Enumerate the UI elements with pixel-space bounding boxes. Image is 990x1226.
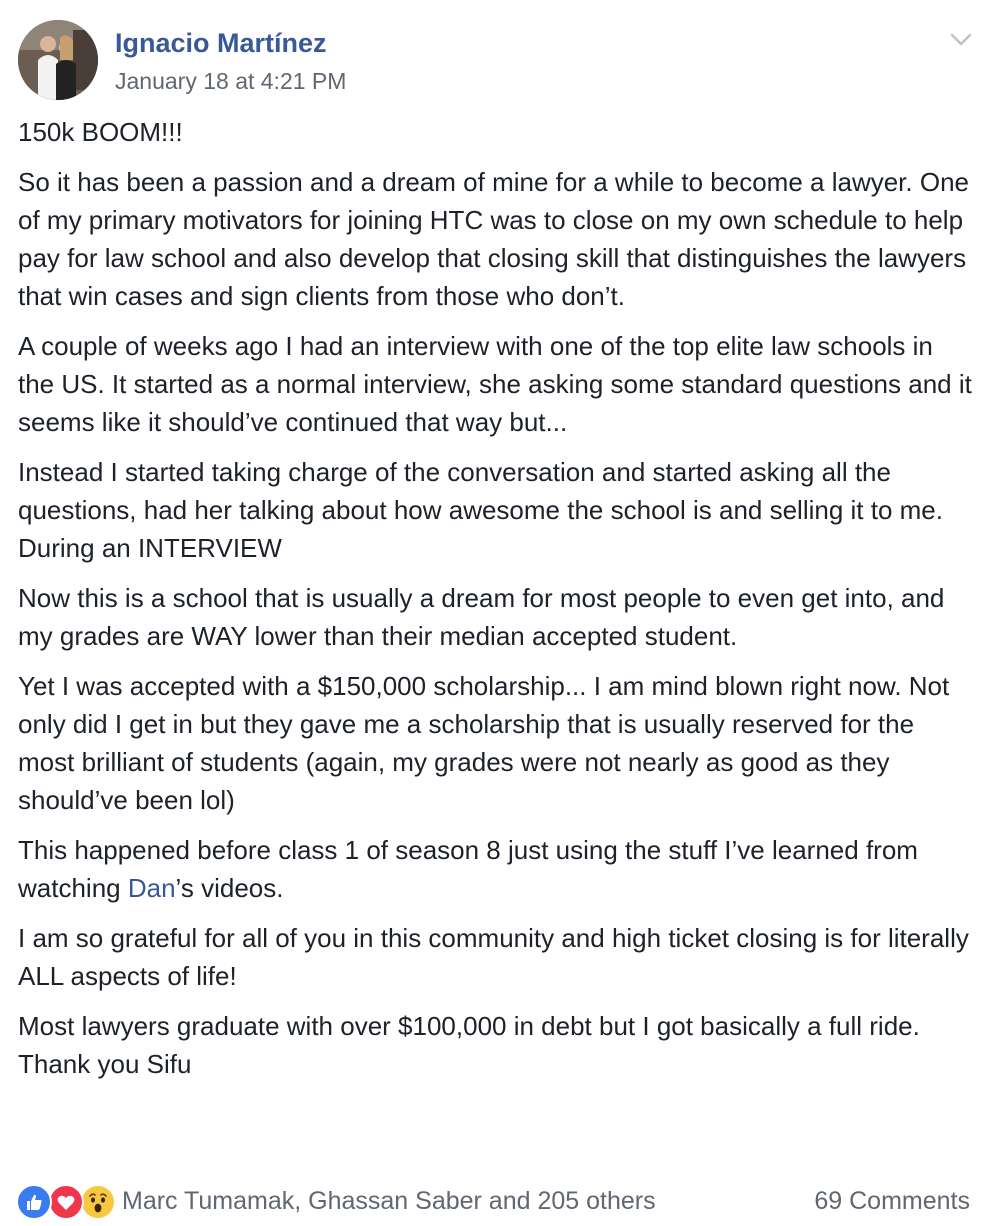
author-name[interactable]: Ignacio Martínez [115, 28, 327, 58]
love-icon [48, 1184, 84, 1220]
post-paragraph-with-mention [18, 831, 974, 907]
post-paragraph: Yet I was accepted with a $150,000 scholarship... I am mind blown right now. Not only did I get in but they gave me a scholarship that is usually reserved for the most brilliant of students (again, my grades were not nearly as good as they should’ve been lol) [18, 671, 950, 815]
post-paragraph: So it has been a passion and a dream of mine for a while to become a lawyer. One of my primary motivators for joining HTC was to close on my own schedule to help pay for law school and also develop that closing skill that distinguishes the lawyers that win cases and sign clients from those who don’t. [18, 167, 969, 311]
mention-link-dan[interactable]: Dan [127, 873, 176, 903]
post-paragraph: Most lawyers graduate with over $100,000 in debt but I got basically a full ride. Thank you Sifu [18, 1011, 920, 1079]
paragraph-text: This happened before class 1 of season 8 just using the stuff I’ve learned from watching [18, 835, 918, 903]
chevron-down-icon[interactable] [948, 26, 974, 52]
comments-count[interactable]: 69 Comments [814, 1187, 970, 1215]
paragraph-text: ’s videos. [175, 873, 284, 903]
reaction-icons[interactable] [16, 1184, 116, 1220]
post-paragraph: A couple of weeks ago I had an interview with one of the top elite law schools in the US. It started as a normal interview, she asking some standard questions and it seems like it should’ve continued that way but... [18, 331, 972, 437]
post-footer [16, 1182, 970, 1222]
reactors-summary[interactable]: Marc Tumamak, Ghassan Saber and 205 others [122, 1187, 656, 1215]
post-paragraph: I am so grateful for all of you in this community and high ticket closing is for literally ALL aspects of life! [18, 923, 969, 991]
wow-icon [80, 1184, 116, 1220]
post-paragraph: Instead I started taking charge of the conversation and started asking all the questions, had her talking about how awesome the school is and selling it to me. During an INTERVIEW [18, 457, 943, 563]
post-paragraph: 150k BOOM!!! [18, 117, 183, 147]
post-paragraph: Now this is a school that is usually a dream for most people to even get into, and my grades are WAY lower than their median accepted student. [18, 583, 945, 651]
avatar[interactable] [18, 20, 98, 100]
post-timestamp[interactable]: January 18 at 4:21 PM [115, 68, 347, 94]
like-icon [16, 1184, 52, 1220]
post-header [18, 20, 972, 102]
post-body [18, 113, 974, 1095]
